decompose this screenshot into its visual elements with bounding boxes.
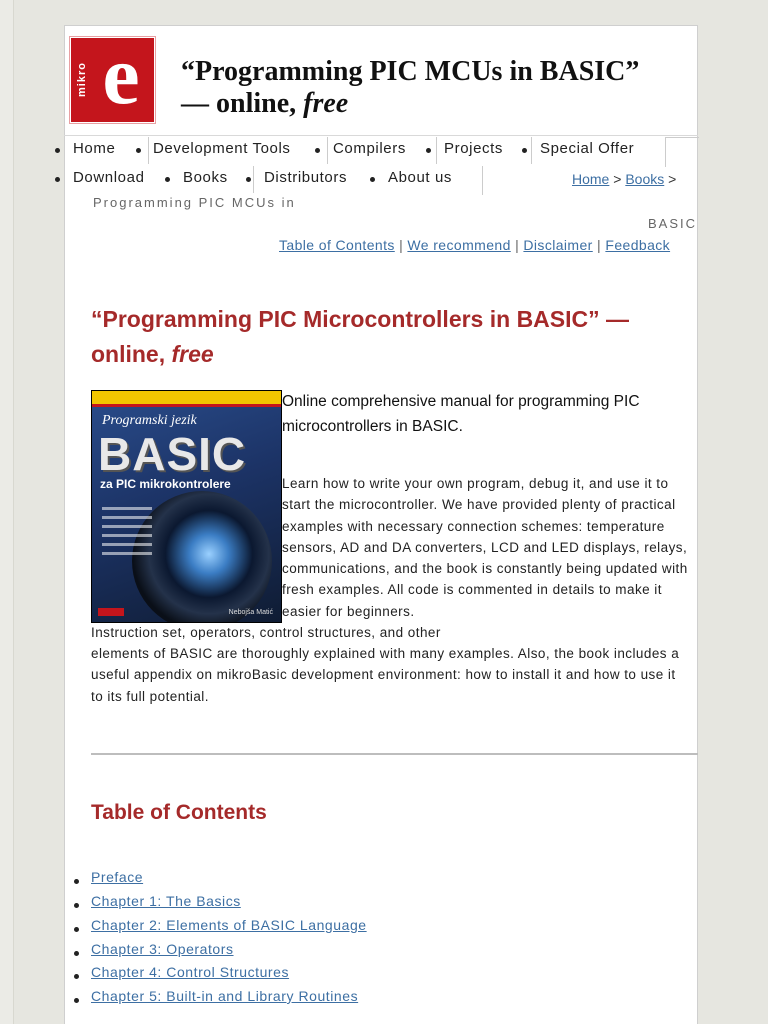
nav-bullet <box>370 177 375 182</box>
site-title-free: free <box>303 88 349 119</box>
nav-development-tools[interactable]: Development Tools <box>153 140 291 157</box>
nav-compilers[interactable]: Compilers <box>333 140 406 157</box>
toc-chapter-5[interactable]: Chapter 5: Built-in and Library Routines <box>91 988 359 1004</box>
toc-preface[interactable]: Preface <box>91 869 144 885</box>
subnav-table-of-contents[interactable]: Table of Contents <box>279 237 395 253</box>
nav-bullet <box>55 148 60 153</box>
article-body-side: Learn how to write your own program, debug it, and use it to start the microcontroller. We have provided plenty of practical examples with necessary connection schemes: temperature sensors, AD and DA converters, LCD and LED displays, relays, communications, and the book is constantly being updated with fresh examples. All code is commented in details to make it easier for beginners. <box>282 476 688 619</box>
nav-books[interactable]: Books <box>183 169 228 186</box>
nav-bullet <box>315 148 320 153</box>
toc-chapter-2[interactable]: Chapter 2: Elements of BASIC Language <box>91 917 367 933</box>
nav-distributors[interactable]: Distributors <box>264 169 348 186</box>
article-body-rest: elements of BASIC are thoroughly explained with many examples. Also, the book includes a useful appendix on mikroBasic development environment: how to install it and how to use it to its full potential. <box>91 646 680 704</box>
nav-bullet <box>426 148 431 153</box>
nav-projects[interactable]: Projects <box>444 140 503 157</box>
subnav-disclaimer[interactable]: Disclaimer <box>523 237 593 253</box>
section-divider <box>91 753 698 755</box>
breadcrumb: Home > Books > <box>572 171 677 187</box>
toc-bullet <box>74 879 79 884</box>
subnav-we-recommend[interactable]: We recommend <box>407 237 511 253</box>
breadcrumb-current-cont: BASIC <box>648 216 698 231</box>
toc-chapter-3[interactable]: Chapter 3: Operators <box>91 941 234 957</box>
nav-bullet <box>136 148 141 153</box>
nav-separator <box>253 166 254 193</box>
nav-corner-box <box>665 137 699 167</box>
nav-bullet <box>55 177 60 182</box>
subnav-feedback[interactable]: Feedback <box>605 237 671 253</box>
toc-chapter-1[interactable]: Chapter 1: The Basics <box>91 893 241 909</box>
site-title-main: “Programming PIC MCUs in BASIC” <box>181 56 640 87</box>
toc-heading: Table of Contents <box>91 801 267 824</box>
toc-bullet <box>74 927 79 932</box>
cover-big-title: BASIC <box>98 428 247 480</box>
article-intro: Online comprehensive manual for programming PIC microcontrollers in BASIC. <box>282 393 640 435</box>
camera-lens-graphic <box>132 491 272 623</box>
toc-bullet <box>74 951 79 956</box>
logo-text: mikro <box>76 62 88 98</box>
cover-subtitle: za PIC mikrokontrolere <box>100 477 231 491</box>
toc-bullet <box>74 903 79 908</box>
article-body-line: Instruction set, operators, control structures, and other <box>91 625 441 640</box>
book-cover-image <box>91 390 282 623</box>
nav-bullet <box>165 177 170 182</box>
toc-bullet <box>74 974 79 979</box>
nav-about-us[interactable]: About us <box>388 169 453 186</box>
nav-separator <box>482 166 483 195</box>
cover-publisher-logo <box>98 608 124 616</box>
cover-author: Nebojša Matić <box>228 609 273 616</box>
nav-separator <box>436 137 437 164</box>
logo-letter: e <box>102 29 140 122</box>
mikroe-logo[interactable] <box>71 29 154 122</box>
breadcrumb-books[interactable]: Books <box>625 171 665 187</box>
nav-bullet <box>522 148 527 153</box>
breadcrumb-home[interactable]: Home <box>572 171 610 187</box>
site-title <box>181 56 691 120</box>
nav-download[interactable]: Download <box>73 169 145 186</box>
nav-bullet <box>246 177 251 182</box>
nav-home[interactable]: Home <box>73 140 116 157</box>
left-gutter <box>0 0 14 1024</box>
breadcrumb-current: Programming PIC MCUs in <box>93 195 296 210</box>
nav-special-offer[interactable]: Special Offer <box>540 140 635 157</box>
cover-script-title: Programski jezik <box>102 413 197 428</box>
site-title-sub: — online, free <box>181 88 349 119</box>
nav-separator <box>148 137 149 164</box>
secondary-nav: Table of Contents | We recommend | Disclaimer | Feedback <box>279 237 671 253</box>
article-heading: “Programming PIC Microcontrollers in BASIC” — online, free <box>91 306 630 367</box>
toc-chapter-4[interactable]: Chapter 4: Control Structures <box>91 964 290 980</box>
toc-bullet <box>74 998 79 1003</box>
nav-separator <box>327 137 328 164</box>
nav-divider <box>64 135 698 136</box>
nav-separator <box>531 137 532 164</box>
